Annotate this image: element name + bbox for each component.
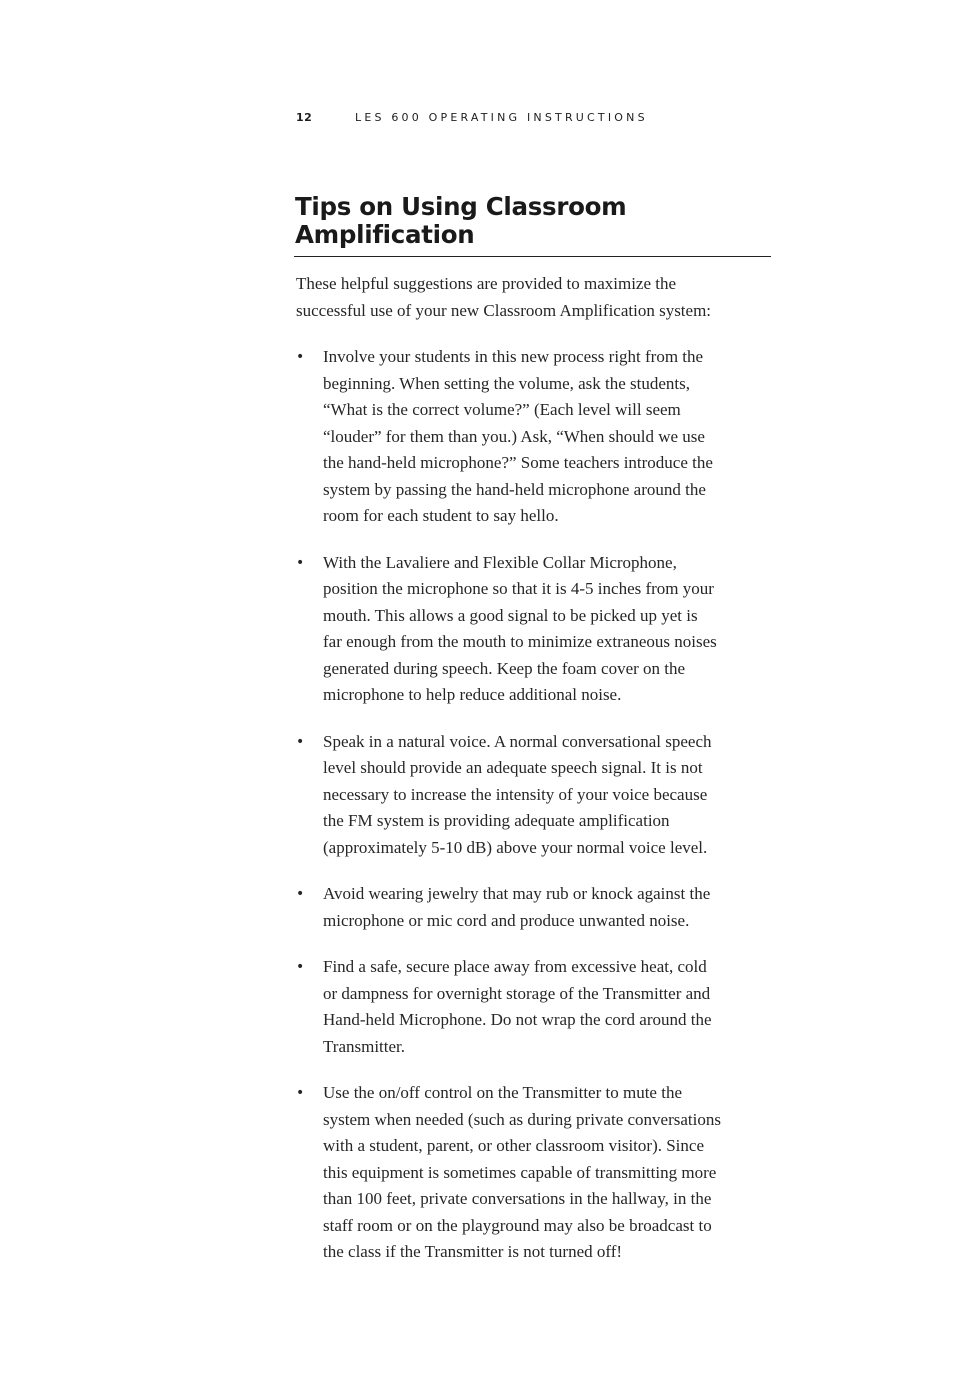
tip-item bbox=[296, 881, 766, 934]
tip-line: with a student, parent, or other classroom visitor). Since bbox=[323, 1136, 704, 1155]
tip-line: Find a safe, secure place away from excessive heat, cold bbox=[323, 957, 707, 976]
tip-line: Involve your students in this new process right from the bbox=[323, 347, 704, 366]
tip-line: Speak in a natural voice. A normal conversational speech bbox=[323, 731, 712, 751]
body-text bbox=[296, 271, 766, 1286]
tip-item bbox=[296, 954, 766, 1060]
running-head bbox=[296, 109, 648, 126]
bullet-icon: • bbox=[296, 886, 305, 902]
tip-line: mouth. This allows a good signal to be picked up yet is bbox=[323, 605, 698, 625]
tip-line: than 100 feet, private conversations in the hallway, in the bbox=[323, 1189, 712, 1208]
intro-line: These helpful suggestions are provided to maximize the bbox=[296, 274, 677, 293]
heading-divider bbox=[294, 256, 771, 257]
tip-line: the hand-held microphone?” Some teachers introduce the bbox=[323, 453, 713, 472]
tip-item bbox=[296, 344, 766, 530]
intro-paragraph bbox=[296, 271, 766, 324]
running-title: LES 600 OPERATING INSTRUCTIONS bbox=[355, 111, 648, 124]
tip-line: far enough from the mouth to minimize extraneous noises bbox=[323, 632, 717, 651]
tip-line: the class if the Transmitter is not turned off! bbox=[323, 1242, 623, 1261]
section-heading-line: Tips on Using Classroom bbox=[295, 192, 627, 221]
page-number: 12 bbox=[296, 111, 313, 124]
tip-line: Avoid wearing jewelry that may rub or knock against the bbox=[323, 884, 711, 903]
tip-line: With the Lavaliere and Flexible Collar Microphone, bbox=[323, 552, 677, 572]
tip-line: microphone or mic cord and produce unwanted noise. bbox=[323, 910, 690, 930]
tip-item bbox=[296, 550, 766, 709]
tip-item bbox=[296, 1080, 766, 1266]
tip-line: “What is the correct volume?” (Each level will seem bbox=[323, 400, 681, 419]
section-heading-line: Amplification bbox=[295, 220, 475, 249]
tip-line: level should provide an adequate speech signal. It is not bbox=[323, 758, 703, 777]
tip-line: Use the on/off control on the Transmitter to mute the bbox=[323, 1083, 683, 1102]
tip-line: room for each student to say hello. bbox=[323, 506, 559, 525]
tip-line: system when needed (such as during private conversations bbox=[323, 1109, 721, 1129]
bullet-icon: • bbox=[296, 554, 305, 571]
tip-line: this equipment is sometimes capable of transmitting more bbox=[323, 1162, 717, 1182]
bullet-icon: • bbox=[296, 349, 305, 365]
tip-line: (approximately 5-10 dB) above your normal voice level. bbox=[323, 837, 708, 857]
tip-item bbox=[296, 729, 766, 862]
tip-line: Transmitter. bbox=[323, 1036, 406, 1056]
tip-line: necessary to increase the intensity of your voice because bbox=[323, 784, 708, 804]
tips-list bbox=[296, 344, 766, 1266]
section-heading bbox=[295, 193, 771, 249]
tip-line: “louder” for them than you.) Ask, “When should we use bbox=[323, 426, 705, 446]
tip-line: beginning. When setting the volume, ask the students, bbox=[323, 373, 691, 393]
tip-line: system by passing the hand-held microphone around the bbox=[323, 479, 706, 499]
bullet-icon: • bbox=[296, 959, 305, 975]
tip-line: position the microphone so that it is 4-5 inches from your bbox=[323, 579, 714, 598]
bullet-icon: • bbox=[296, 733, 305, 750]
bullet-icon: • bbox=[296, 1085, 305, 1101]
intro-line: successful use of your new Classroom Amplification system: bbox=[296, 300, 712, 320]
tip-line: Hand-held Microphone. Do not wrap the cord around the bbox=[323, 1010, 712, 1029]
tip-line: generated during speech. Keep the foam cover on the bbox=[323, 658, 686, 678]
tip-line: microphone to help reduce additional noise. bbox=[323, 685, 622, 704]
tip-line: staff room or on the playground may also be broadcast to bbox=[323, 1215, 712, 1235]
tip-line: or dampness for overnight storage of the Transmitter and bbox=[323, 983, 711, 1003]
tip-line: the FM system is providing adequate amplification bbox=[323, 811, 670, 830]
